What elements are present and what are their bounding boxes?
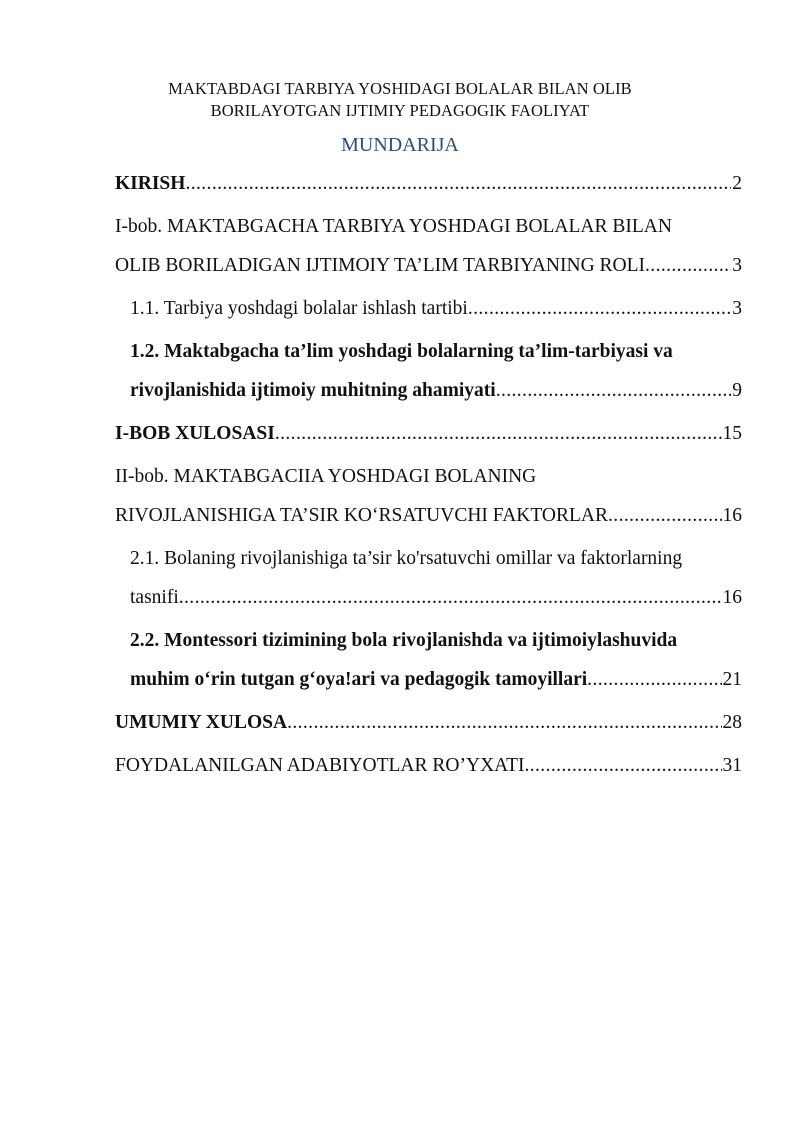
toc-entry-page: 28	[722, 712, 742, 733]
toc-entry-title: muhim o‘rin tutgan g‘oya!ari va pedagogik tamoyillari	[130, 669, 588, 690]
dot-leader	[608, 501, 721, 531]
toc-entry-section-2-2[interactable]	[115, 626, 742, 695]
toc-entry-last-line	[130, 583, 742, 613]
dot-leader	[468, 294, 731, 324]
toc-entry-last-line	[115, 251, 742, 281]
dot-leader	[185, 169, 731, 199]
toc-entry-page: 16	[722, 587, 742, 608]
toc-entry-title-line-1: 1.2. Maktabgacha ta’lim yoshdagi bolalarning ta’lim-tarbiyasi va	[130, 341, 673, 362]
toc-entry-introduction[interactable]	[115, 169, 742, 199]
dot-leader	[524, 751, 721, 781]
toc-entry-page: 15	[722, 423, 742, 444]
toc-entry-section-1-1[interactable]	[115, 294, 742, 324]
document-title	[100, 78, 700, 122]
toc-entry-title-line-1: II-bob. MAKTABGACIIA YOSHDAGI BOLANING	[115, 466, 537, 487]
toc-entry-title-line-1: 2.1. Bolaning rivojlanishiga ta’sir ko'rsatuvchi omillar va faktorlarning	[130, 548, 683, 569]
toc-entry-section-2-1[interactable]	[115, 544, 742, 613]
toc-entry-last-line	[115, 501, 742, 531]
toc-entry-chapter-1[interactable]	[115, 212, 742, 281]
toc-entry-title-line-1: 2.2. Montessori tizimining bola rivojlanishda va ijtimoiylashuvida	[130, 630, 678, 651]
toc-entry-page: 3	[732, 255, 742, 276]
toc-entry-title: KIRISH	[115, 173, 186, 194]
toc-entry-last-line	[130, 665, 742, 695]
toc-entry-page: 3	[732, 298, 742, 319]
toc-entry-title: UMUMIY XULOSA	[115, 712, 288, 733]
table-of-contents	[115, 169, 742, 781]
toc-entry-general-conclusion[interactable]	[115, 708, 742, 738]
toc-entry-title-line-1: I-bob. MAKTABGACHA TARBIYA YOSHDAGI BOLALAR BILAN	[115, 216, 672, 237]
toc-entry-page: 21	[722, 669, 742, 690]
toc-entry-title: RIVOJLANISHIGA TA’SIR KO‘RSATUVCHI FAKTORLAR	[115, 505, 609, 526]
toc-entry-section-1-2[interactable]	[115, 337, 742, 406]
toc-entry-page: 16	[722, 505, 742, 526]
dot-leader	[496, 376, 732, 406]
toc-entry-title: OLIB BORILADIGAN IJTIMOIY TA’LIM TARBIYANING ROLI	[115, 255, 646, 276]
toc-entry-page: 31	[722, 755, 742, 776]
toc-entry-title: FOYDALANILGAN ADABIYOTLAR RO’YXATI	[115, 755, 525, 776]
dot-leader	[587, 665, 721, 695]
toc-entry-chapter-2[interactable]	[115, 462, 742, 531]
dot-leader	[179, 583, 722, 613]
toc-entry-title: I-BOB XULOSASI	[115, 423, 275, 444]
toc-entry-last-line	[130, 376, 742, 406]
toc-entry-title: tasnifi	[130, 587, 179, 608]
contents-heading: MUNDARIJA	[341, 134, 459, 156]
toc-entry-title: 1.1. Tarbiya yoshdagi bolalar ishlash tartibi	[130, 298, 468, 319]
title-line-2: BORILAYOTGAN IJTIMIY PEDAGOGIK FAOLIYAT	[210, 101, 590, 120]
dot-leader	[275, 419, 722, 449]
toc-entry-page: 2	[732, 173, 742, 194]
dot-leader	[645, 251, 731, 281]
toc-entry-references[interactable]	[115, 751, 742, 781]
title-line-1: MAKTABDAGI TARBIYA YOSHIDAGI BOLALAR BILAN OLIB	[168, 79, 632, 98]
toc-entry-title: rivojlanishida ijtimoiy muhitning ahamiyati	[130, 380, 496, 401]
toc-entry-chapter-1-conclusion[interactable]	[115, 419, 742, 449]
dot-leader	[287, 708, 721, 738]
toc-entry-page: 9	[732, 380, 742, 401]
